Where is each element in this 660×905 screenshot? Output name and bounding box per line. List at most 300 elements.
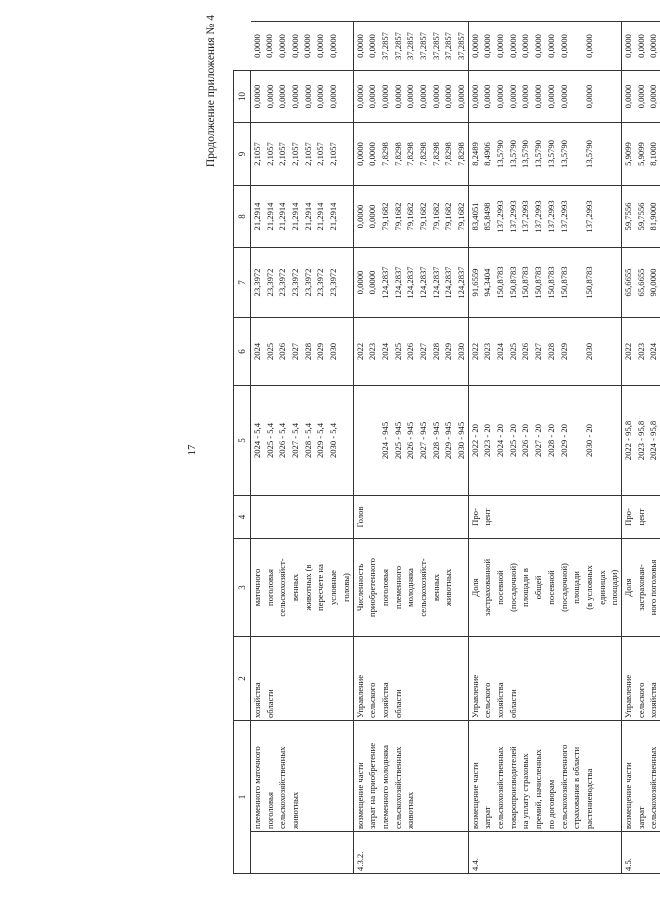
cell-line: растениеводства bbox=[583, 768, 594, 829]
federal-budget bbox=[251, 186, 354, 248]
indicator-name bbox=[251, 539, 354, 637]
cell-line: венных bbox=[290, 573, 301, 602]
measure-name bbox=[468, 721, 621, 832]
value-line: 0,0000 bbox=[507, 34, 518, 58]
column-header-8: 8 bbox=[234, 186, 251, 248]
value-line: 2025 bbox=[392, 342, 403, 361]
value-line: 2028 - 20 bbox=[545, 424, 556, 457]
value-line: 2030 - 5,4 bbox=[328, 422, 339, 459]
value-line: 2028 bbox=[302, 342, 313, 361]
value-line: 2,1057 bbox=[302, 142, 313, 166]
responsible-org bbox=[468, 637, 621, 721]
value-line: 59,7556 bbox=[622, 202, 633, 231]
value-line: 91,6559 bbox=[469, 268, 480, 297]
value-line: 0,0000 bbox=[520, 34, 531, 58]
cell-line: затрат на приобретение bbox=[367, 742, 378, 829]
value-line: 2030 bbox=[583, 342, 594, 361]
value-line: 2025 - 945 bbox=[392, 421, 403, 460]
extrabudgetary bbox=[353, 22, 468, 71]
cell-line: сельского bbox=[367, 682, 378, 718]
cell-line: хозяйства bbox=[648, 682, 659, 718]
value-line: 0,0000 bbox=[622, 34, 633, 58]
value-line: 13,5790 bbox=[545, 140, 556, 168]
local-budget bbox=[468, 71, 621, 123]
value-line: 2023 - 20 bbox=[482, 424, 493, 457]
cell-line: Голов bbox=[354, 506, 365, 528]
cell-line: молодняка bbox=[405, 568, 416, 607]
cell-line: страхования в области bbox=[571, 746, 582, 829]
value-line: 2023 bbox=[367, 342, 378, 361]
value-line: 21,2914 bbox=[290, 202, 301, 231]
value-line: 2,1057 bbox=[315, 142, 326, 166]
value-line: 7,8298 bbox=[405, 142, 416, 166]
value-line: 2,1057 bbox=[290, 142, 301, 166]
value-line: 23,3972 bbox=[315, 268, 326, 297]
value-line: 150,8783 bbox=[520, 266, 531, 299]
value-line: 0,0000 bbox=[264, 84, 275, 109]
cell-line: сельскохозяйст- bbox=[417, 558, 428, 617]
value-line: 79,1682 bbox=[405, 202, 416, 231]
row-number: 4.3.2. bbox=[353, 832, 468, 874]
value-line: 2028 bbox=[545, 342, 556, 361]
value-line: 2023 - 95,8 bbox=[635, 420, 646, 461]
value-line: 2024 bbox=[648, 342, 659, 361]
value-line: 79,1682 bbox=[392, 202, 403, 231]
column-header-2: 2 bbox=[234, 637, 251, 721]
value-line: 0,0000 bbox=[277, 84, 288, 109]
local-budget bbox=[353, 71, 468, 123]
value-line: 0,0000 bbox=[533, 84, 544, 109]
value-line: 2023 bbox=[635, 342, 646, 361]
value-line: 2024 bbox=[379, 342, 390, 361]
value-line: 150,8783 bbox=[558, 266, 569, 299]
value-line: 124,2837 bbox=[456, 266, 466, 299]
value-line: 137,2993 bbox=[507, 200, 518, 233]
value-line: 90,0000 bbox=[648, 268, 659, 297]
column-header-1: 1 bbox=[234, 721, 251, 874]
cell-line: товаропроизводителей bbox=[507, 746, 518, 829]
cell-line: приобретенного bbox=[367, 558, 378, 617]
responsible-org bbox=[621, 637, 660, 721]
value-line bbox=[570, 125, 583, 183]
value-line: 0,0000 bbox=[379, 84, 390, 109]
unit-cell bbox=[251, 496, 354, 539]
value-line: 2030 - 945 bbox=[456, 421, 466, 460]
value-line: 8,2489 bbox=[469, 142, 480, 166]
value-line: 0,0000 bbox=[495, 34, 506, 58]
value-line: 2,1057 bbox=[328, 142, 339, 166]
value-line: 23,3972 bbox=[302, 268, 313, 297]
value-line: 21,2914 bbox=[328, 202, 339, 231]
column-header-6: 6 bbox=[234, 318, 251, 386]
cell-line: затрат bbox=[482, 806, 493, 829]
cell-line: (посадочной) bbox=[558, 563, 569, 612]
value-line: 2029 bbox=[558, 342, 569, 361]
cell-line: Про- bbox=[622, 508, 633, 526]
local-budget bbox=[251, 71, 354, 123]
value-line: 8,1000 bbox=[648, 142, 659, 166]
value-line: 0,0000 bbox=[354, 84, 365, 109]
extrabudgetary bbox=[468, 22, 621, 71]
target-value bbox=[621, 386, 660, 496]
value-line: 124,2837 bbox=[392, 266, 403, 299]
value-line: 0,0000 bbox=[367, 204, 378, 229]
value-line: 7,8298 bbox=[456, 142, 466, 166]
column-header-9: 9 bbox=[234, 123, 251, 186]
value-line: 0,0000 bbox=[290, 84, 301, 109]
cell-line: хозяйства bbox=[379, 682, 390, 718]
row-number: 4.5. bbox=[621, 832, 660, 874]
program-table bbox=[233, 21, 660, 874]
value-line: 2024 - 20 bbox=[495, 424, 506, 457]
value-line: 0,0000 bbox=[264, 34, 275, 58]
value-line: 21,2914 bbox=[252, 202, 262, 231]
value-line: 0,0000 bbox=[482, 34, 493, 58]
value-line: 0,0000 bbox=[405, 84, 416, 109]
value-line bbox=[570, 188, 583, 245]
value-line: 2027 bbox=[290, 342, 301, 361]
value-line: 85,8498 bbox=[482, 202, 493, 231]
value-line: 23,3972 bbox=[252, 268, 262, 297]
cell-line: животных (в bbox=[302, 564, 313, 611]
cell-line: области bbox=[392, 689, 403, 718]
value-line bbox=[570, 320, 583, 383]
value-line: 0,0000 bbox=[507, 84, 518, 109]
local-budget bbox=[621, 71, 660, 123]
value-line: 2026 bbox=[277, 342, 288, 361]
value-line bbox=[570, 250, 583, 315]
year bbox=[251, 318, 354, 386]
value-line: 79,1682 bbox=[430, 202, 441, 231]
federal-budget bbox=[621, 186, 660, 248]
value-line: 5,9099 bbox=[635, 142, 646, 166]
cell-line: единицах bbox=[596, 570, 607, 605]
value-line: 2026 bbox=[520, 342, 531, 361]
responsible-org bbox=[251, 637, 354, 721]
value-line: 0,0000 bbox=[392, 84, 403, 109]
cell-line: посевной bbox=[495, 570, 506, 605]
value-line: 0,0000 bbox=[456, 84, 466, 109]
value-line: 0,0000 bbox=[354, 270, 365, 295]
value-line: 124,2837 bbox=[430, 266, 441, 299]
year bbox=[353, 318, 468, 386]
value-line: 124,2837 bbox=[405, 266, 416, 299]
value-line: 0,0000 bbox=[648, 34, 659, 58]
value-line bbox=[570, 24, 583, 68]
value-line: 0,0000 bbox=[367, 142, 378, 166]
column-header-3: 3 bbox=[234, 539, 251, 637]
unit-cell bbox=[621, 496, 660, 539]
value-line: 0,0000 bbox=[328, 84, 339, 109]
value-line: 137,2993 bbox=[520, 200, 531, 233]
cell-line: на уплату страховых bbox=[520, 753, 531, 829]
page-number: 17 bbox=[186, 444, 198, 456]
value-line: 21,2914 bbox=[264, 202, 275, 231]
value-line: 150,8783 bbox=[507, 266, 518, 299]
value-line: 83,4051 bbox=[469, 202, 480, 231]
cell-line: возмещение части bbox=[469, 762, 480, 829]
value-line: 7,8298 bbox=[443, 142, 454, 166]
value-line: 0,0000 bbox=[315, 84, 326, 109]
value-line: 0,0000 bbox=[495, 84, 506, 109]
value-line: 0,0000 bbox=[367, 34, 378, 58]
value-line: 21,2914 bbox=[315, 202, 326, 231]
indicator-name bbox=[353, 539, 468, 637]
value-line: 2029 - 5,4 bbox=[315, 422, 326, 459]
cell-line: цент bbox=[482, 508, 493, 526]
value-line: 79,1682 bbox=[379, 202, 390, 231]
cell-line: сельского bbox=[482, 682, 493, 718]
value-line: 8,4906 bbox=[482, 142, 493, 166]
value-line: 0,0000 bbox=[545, 84, 556, 109]
total-amount bbox=[251, 248, 354, 318]
cell-line: племенного маточного bbox=[252, 746, 262, 829]
cell-line: ного поголовья bbox=[648, 559, 659, 616]
value-line: 79,1682 bbox=[456, 202, 466, 231]
cell-line: сельскохозяйственных bbox=[495, 746, 506, 829]
value-line: 0,0000 bbox=[252, 84, 262, 109]
value-line: 2029 bbox=[315, 342, 326, 361]
value-line: 7,8298 bbox=[392, 142, 403, 166]
value-line: 2030 - 20 bbox=[583, 424, 594, 457]
value-line: 2027 bbox=[533, 342, 544, 361]
cell-line: (в условных bbox=[583, 565, 594, 610]
value-line: 150,8783 bbox=[545, 266, 556, 299]
value-line: 7,8298 bbox=[417, 142, 428, 166]
value-line: 2030 bbox=[456, 342, 466, 361]
year bbox=[468, 318, 621, 386]
cell-line: возмещение части bbox=[622, 762, 633, 829]
value-line: 2,1057 bbox=[264, 142, 275, 166]
cell-line: условные bbox=[328, 570, 339, 605]
cell-line: головы) bbox=[340, 573, 351, 602]
value-line: 2029 - 20 bbox=[558, 424, 569, 457]
value-line: 0,0000 bbox=[327, 34, 338, 58]
value-line: 2024 - 95,8 bbox=[648, 420, 659, 461]
value-line: 13,5790 bbox=[583, 140, 594, 168]
cell-line: площади в bbox=[520, 568, 531, 607]
value-line: 137,2993 bbox=[558, 200, 569, 233]
extrabudgetary bbox=[621, 22, 660, 71]
value-line: 0,0000 bbox=[367, 270, 378, 295]
value-line: 2027 - 945 bbox=[417, 421, 428, 460]
value-line: 150,8783 bbox=[533, 266, 544, 299]
cell-line: Управление bbox=[622, 674, 633, 718]
value-line: 2024 - 5,4 bbox=[252, 422, 262, 459]
value-line: 2,1057 bbox=[252, 142, 262, 166]
value-line: 150,8783 bbox=[583, 266, 594, 299]
value-line: 2026 - 5,4 bbox=[277, 422, 288, 459]
value-line: 94,3404 bbox=[482, 268, 493, 297]
table-row bbox=[468, 22, 621, 874]
value-line: 2027 - 5,4 bbox=[290, 422, 301, 459]
value-line: 23,3972 bbox=[290, 268, 301, 297]
value-line: 137,2993 bbox=[495, 200, 506, 233]
value-line: 7,8298 bbox=[379, 142, 390, 166]
cell-line: общей bbox=[533, 575, 544, 600]
total-amount bbox=[353, 248, 468, 318]
regional-budget bbox=[621, 123, 660, 186]
table-row bbox=[621, 22, 660, 874]
value-line: 37,2857 bbox=[456, 32, 466, 60]
cell-line: площади bbox=[571, 571, 582, 604]
value-line: 2025 - 5,4 bbox=[264, 422, 275, 459]
cell-line: племенного bbox=[392, 565, 403, 610]
cell-line: животных bbox=[443, 568, 454, 607]
value-line: 150,8783 bbox=[495, 266, 506, 299]
value-line: 13,5790 bbox=[533, 140, 544, 168]
header-row bbox=[234, 22, 251, 874]
value-line: 2024 - 945 bbox=[379, 421, 390, 460]
measure-name bbox=[251, 721, 354, 832]
total-amount bbox=[468, 248, 621, 318]
table-row bbox=[353, 22, 468, 874]
value-line: 2023 bbox=[482, 342, 493, 361]
value-line bbox=[570, 73, 583, 120]
indicator-name bbox=[468, 539, 621, 637]
value-line: 2022 bbox=[469, 342, 480, 361]
target-value bbox=[251, 386, 354, 496]
value-line: 81,9000 bbox=[648, 202, 659, 231]
value-line: 0,0000 bbox=[520, 84, 531, 109]
value-line: 0,0000 bbox=[469, 84, 480, 109]
value-line: 2028 bbox=[430, 342, 441, 361]
value-line: 2025 bbox=[264, 342, 275, 361]
unit-cell bbox=[353, 496, 468, 539]
value-line bbox=[354, 388, 367, 493]
cell-line: поголовья bbox=[264, 569, 275, 606]
column-header-4: 4 bbox=[234, 496, 251, 539]
regional-budget bbox=[251, 123, 354, 186]
value-line: 0,0000 bbox=[430, 84, 441, 109]
target-value bbox=[353, 386, 468, 496]
federal-budget bbox=[353, 186, 468, 248]
value-line: 37,2857 bbox=[405, 32, 416, 60]
measure-name bbox=[621, 721, 660, 832]
cell-line: сельскохозяйственных bbox=[277, 746, 288, 829]
cell-line: животных bbox=[405, 791, 416, 829]
cell-line: затрат bbox=[635, 806, 646, 829]
extrabudgetary bbox=[251, 22, 354, 71]
cell-line: посевной bbox=[545, 570, 556, 605]
cell-line: по договорам bbox=[545, 779, 556, 829]
appendix-caption: Продолжение приложения № 4 bbox=[205, 15, 217, 168]
value-line: 13,5790 bbox=[520, 140, 531, 168]
target-value bbox=[468, 386, 621, 496]
value-line: 0,0000 bbox=[302, 84, 313, 109]
value-line: 0,0000 bbox=[648, 84, 659, 109]
value-line: 0,0000 bbox=[289, 34, 300, 58]
total-amount bbox=[621, 248, 660, 318]
value-line: 0,0000 bbox=[583, 84, 594, 109]
cell-line: области bbox=[507, 689, 518, 718]
value-line: 21,2914 bbox=[302, 202, 313, 231]
row-number bbox=[251, 832, 354, 874]
unit-cell bbox=[468, 496, 621, 539]
value-line: 0,0000 bbox=[635, 84, 646, 109]
value-line: 2022 bbox=[354, 342, 365, 361]
value-line: 23,3972 bbox=[277, 268, 288, 297]
value-line: 2022 - 95,8 bbox=[622, 420, 633, 461]
value-line: 65,6655 bbox=[622, 268, 633, 297]
value-line: 2029 - 945 bbox=[443, 421, 454, 460]
value-line: 0,0000 bbox=[622, 84, 633, 109]
value-line: 5,9099 bbox=[622, 142, 633, 166]
value-line: 2025 - 20 bbox=[507, 424, 518, 457]
cell-line: сельскохозяйственных bbox=[648, 746, 659, 829]
value-line: 2022 - 20 bbox=[469, 424, 480, 457]
cell-line: Управление bbox=[469, 674, 480, 718]
value-line: 0,0000 bbox=[314, 34, 325, 58]
cell-line: хозяйства bbox=[495, 682, 506, 718]
value-line: 0,0000 bbox=[583, 34, 594, 58]
column-header-10: 10 bbox=[234, 71, 251, 123]
value-line: 7,8298 bbox=[430, 142, 441, 166]
value-line: 2024 bbox=[252, 342, 262, 361]
value-line: 124,2837 bbox=[417, 266, 428, 299]
value-line: 2025 bbox=[507, 342, 518, 361]
value-line: 37,2857 bbox=[392, 32, 403, 60]
value-line: 0,0000 bbox=[417, 84, 428, 109]
cell-line: маточного bbox=[252, 568, 262, 607]
value-line: 37,2857 bbox=[443, 32, 454, 60]
cell-line: сельскохозяйственного bbox=[558, 744, 569, 829]
cell-line: поголовья bbox=[264, 792, 275, 829]
row-number: 4.4. bbox=[468, 832, 621, 874]
value-line: 13,5790 bbox=[495, 140, 506, 168]
value-line: 0,0000 bbox=[558, 84, 569, 109]
cell-line: Управление bbox=[354, 674, 365, 718]
value-line: 0,0000 bbox=[276, 34, 287, 58]
cell-line: цент bbox=[635, 508, 646, 526]
value-line: 137,2993 bbox=[583, 200, 594, 233]
cell-line: Про- bbox=[469, 508, 480, 526]
value-line: 2026 bbox=[405, 342, 416, 361]
value-line: 124,2837 bbox=[443, 266, 454, 299]
value-line: 0,0000 bbox=[635, 34, 646, 58]
value-line: 13,5790 bbox=[507, 140, 518, 168]
value-line: 2028 - 945 bbox=[430, 421, 441, 460]
value-line: 59,7556 bbox=[635, 202, 646, 231]
cell-line: сельского bbox=[635, 682, 646, 718]
value-line: 2027 - 20 bbox=[533, 424, 544, 457]
value-line: 2027 bbox=[417, 342, 428, 361]
responsible-org bbox=[353, 637, 468, 721]
value-line: 37,2857 bbox=[430, 32, 441, 60]
cell-line: Доля bbox=[622, 578, 633, 597]
value-line: 23,3972 bbox=[328, 268, 339, 297]
value-line: 0,0000 bbox=[302, 34, 313, 58]
value-line: 13,5790 bbox=[558, 140, 569, 168]
value-line: 0,0000 bbox=[533, 34, 544, 58]
cell-line: животных bbox=[290, 791, 301, 829]
value-line: 23,3972 bbox=[264, 268, 275, 297]
value-line: 65,6655 bbox=[635, 268, 646, 297]
cell-line: поголовья bbox=[379, 569, 390, 606]
value-line: 2026 - 20 bbox=[520, 424, 531, 457]
cell-line: (посадочной) bbox=[507, 563, 518, 612]
value-line: 0,0000 bbox=[354, 142, 365, 166]
value-line: 2028 - 5,4 bbox=[302, 422, 313, 459]
table-row bbox=[251, 22, 354, 874]
regional-budget bbox=[468, 123, 621, 186]
value-line: 0,0000 bbox=[558, 34, 569, 58]
value-line bbox=[366, 388, 379, 493]
value-line: 37,2857 bbox=[379, 32, 390, 60]
value-line: 0,0000 bbox=[251, 34, 262, 58]
value-line: 2026 - 945 bbox=[405, 421, 416, 460]
value-line: 37,2857 bbox=[417, 32, 428, 60]
